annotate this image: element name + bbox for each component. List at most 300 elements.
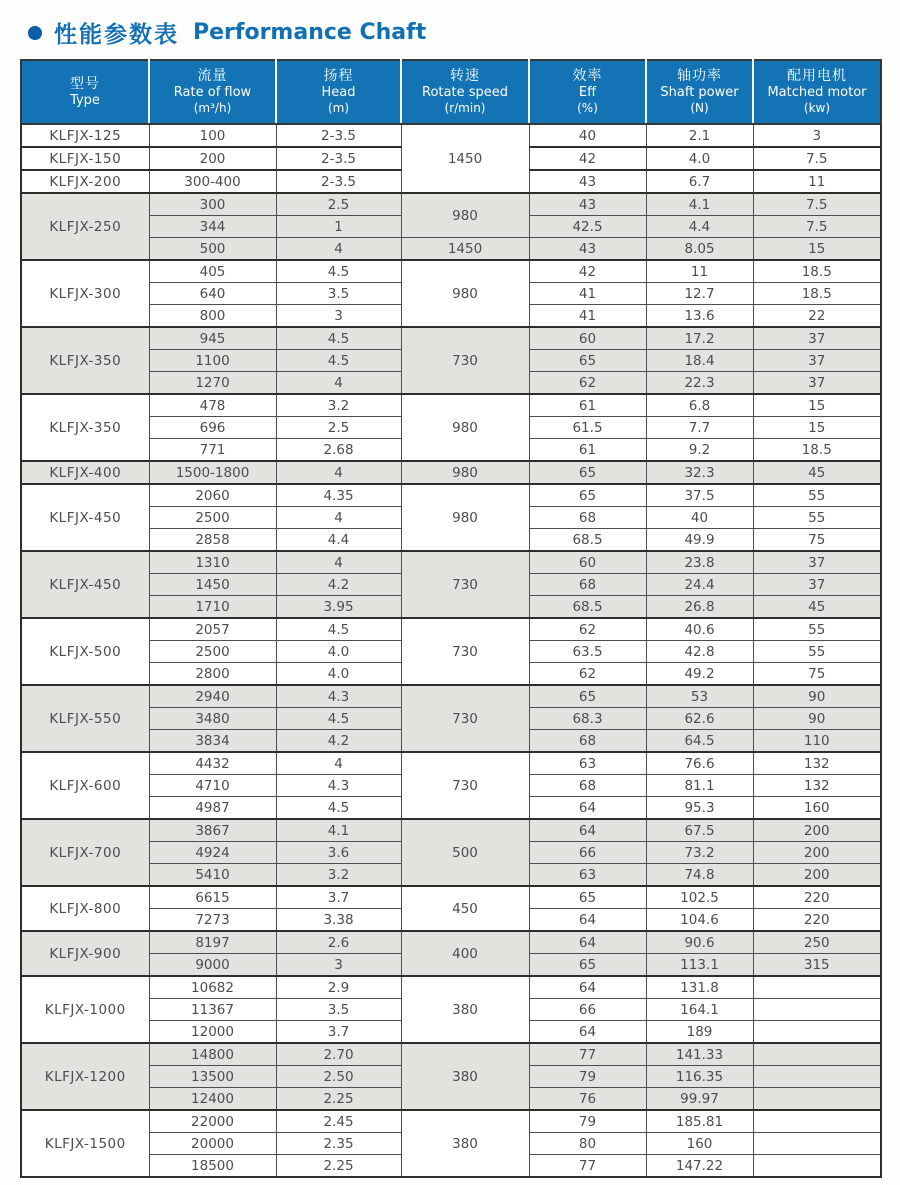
cell-flow: 300: [149, 193, 276, 216]
cell-motor: 90: [753, 708, 881, 730]
cell-head: 2.45: [276, 1110, 401, 1133]
cell-head: 4.35: [276, 484, 401, 507]
cell-flow: 14800: [149, 1043, 276, 1066]
cell-power: 62.6: [646, 708, 753, 730]
cell-flow: 9000: [149, 954, 276, 977]
cell-type: KLFJX-250: [21, 193, 149, 260]
cell-eff: 63: [529, 752, 646, 775]
cell-eff: 65: [529, 886, 646, 909]
cell-head: 4.5: [276, 260, 401, 283]
cell-flow: 800: [149, 305, 276, 328]
cell-power: 42.8: [646, 641, 753, 663]
cell-head: 3: [276, 954, 401, 977]
cell-power: 81.1: [646, 775, 753, 797]
table-row: [21, 931, 881, 954]
cell-power: 90.6: [646, 931, 753, 954]
cell-eff: 42.5: [529, 216, 646, 238]
cell-speed: 730: [401, 551, 529, 618]
cell-eff: 61: [529, 394, 646, 417]
cell-eff: 65: [529, 685, 646, 708]
cell-eff: 65: [529, 484, 646, 507]
cell-flow: 405: [149, 260, 276, 283]
cell-eff: 41: [529, 305, 646, 328]
cell-power: 7.7: [646, 417, 753, 439]
cell-head: 3.6: [276, 842, 401, 864]
cell-speed: 380: [401, 1110, 529, 1177]
cell-eff: 43: [529, 170, 646, 193]
cell-power: 74.8: [646, 864, 753, 887]
cell-eff: 43: [529, 238, 646, 261]
column-header-2: 扬程 Head (m): [276, 60, 401, 124]
cell-eff: 64: [529, 797, 646, 820]
cell-flow: 20000: [149, 1133, 276, 1155]
table-row: [21, 238, 881, 261]
cell-motor: 75: [753, 663, 881, 686]
cell-motor: 37: [753, 350, 881, 372]
cell-speed: 730: [401, 618, 529, 685]
cell-type: KLFJX-1000: [21, 976, 149, 1043]
table-row: [21, 1043, 881, 1066]
cell-head: 2.35: [276, 1133, 401, 1155]
cell-type: KLFJX-450: [21, 551, 149, 618]
cell-head: 2.25: [276, 1088, 401, 1111]
cell-head: 2.5: [276, 193, 401, 216]
cell-eff: 80: [529, 1133, 646, 1155]
cell-flow: 2057: [149, 618, 276, 641]
cell-type: KLFJX-350: [21, 394, 149, 461]
cell-motor: [753, 1133, 881, 1155]
cell-head: 4.5: [276, 797, 401, 820]
cell-flow: 2500: [149, 507, 276, 529]
cell-motor: 200: [753, 864, 881, 887]
cell-motor: 55: [753, 618, 881, 641]
cell-power: 4.1: [646, 193, 753, 216]
cell-head: 4.1: [276, 819, 401, 842]
cell-eff: 42: [529, 260, 646, 283]
cell-head: 2.68: [276, 439, 401, 462]
cell-power: 37.5: [646, 484, 753, 507]
cell-head: 4: [276, 238, 401, 261]
cell-motor: 37: [753, 372, 881, 395]
cell-head: 2.5: [276, 417, 401, 439]
cell-speed: 980: [401, 260, 529, 327]
cell-motor: 22: [753, 305, 881, 328]
cell-flow: 22000: [149, 1110, 276, 1133]
cell-eff: 68: [529, 775, 646, 797]
cell-head: 4.2: [276, 730, 401, 753]
table-row: [21, 124, 881, 147]
cell-power: 12.7: [646, 283, 753, 305]
cell-power: 76.6: [646, 752, 753, 775]
cell-flow: 5410: [149, 864, 276, 887]
column-header-6: 配用电机 Matched motor (kw): [753, 60, 881, 124]
cell-motor: 55: [753, 484, 881, 507]
cell-motor: [753, 1110, 881, 1133]
cell-motor: 55: [753, 507, 881, 529]
cell-head: 2-3.5: [276, 147, 401, 170]
cell-motor: [753, 999, 881, 1021]
cell-power: 160: [646, 1133, 753, 1155]
cell-power: 4.0: [646, 147, 753, 170]
cell-speed: 730: [401, 685, 529, 752]
cell-head: 2.50: [276, 1066, 401, 1088]
cell-head: 4.3: [276, 775, 401, 797]
cell-eff: 76: [529, 1088, 646, 1111]
cell-type: KLFJX-150: [21, 147, 149, 170]
table-body: [21, 124, 881, 1177]
cell-head: 3.38: [276, 909, 401, 932]
table-row: [21, 819, 881, 842]
cell-power: 99.97: [646, 1088, 753, 1111]
cell-motor: [753, 1021, 881, 1044]
cell-eff: 79: [529, 1066, 646, 1088]
cell-power: 40: [646, 507, 753, 529]
cell-power: 23.8: [646, 551, 753, 574]
table-row: [21, 618, 881, 641]
cell-motor: [753, 1088, 881, 1111]
cell-flow: 696: [149, 417, 276, 439]
cell-power: 22.3: [646, 372, 753, 395]
cell-power: 147.22: [646, 1155, 753, 1178]
cell-eff: 68.5: [529, 529, 646, 552]
cell-eff: 64: [529, 976, 646, 999]
cell-eff: 63: [529, 864, 646, 887]
cell-motor: 37: [753, 551, 881, 574]
cell-power: 131.8: [646, 976, 753, 999]
cell-eff: 68: [529, 507, 646, 529]
cell-head: 1: [276, 216, 401, 238]
cell-eff: 68.5: [529, 596, 646, 619]
cell-head: 3.95: [276, 596, 401, 619]
header-row: [21, 60, 881, 124]
cell-head: 3.2: [276, 864, 401, 887]
table-row: [21, 551, 881, 574]
cell-speed: 450: [401, 886, 529, 931]
cell-motor: 110: [753, 730, 881, 753]
cell-eff: 64: [529, 931, 646, 954]
cell-eff: 60: [529, 551, 646, 574]
cell-motor: [753, 976, 881, 999]
page-title: [0, 0, 900, 59]
cell-type: KLFJX-800: [21, 886, 149, 931]
table-row: [21, 394, 881, 417]
cell-eff: 65: [529, 461, 646, 484]
cell-eff: 43: [529, 193, 646, 216]
cell-motor: 315: [753, 954, 881, 977]
cell-head: 4.0: [276, 641, 401, 663]
cell-flow: 1310: [149, 551, 276, 574]
cell-motor: 220: [753, 909, 881, 932]
cell-power: 32.3: [646, 461, 753, 484]
table-row: [21, 484, 881, 507]
cell-motor: 45: [753, 461, 881, 484]
cell-motor: 18.5: [753, 283, 881, 305]
cell-flow: 3480: [149, 708, 276, 730]
cell-type: KLFJX-1500: [21, 1110, 149, 1177]
cell-type: KLFJX-300: [21, 260, 149, 327]
cell-flow: 2940: [149, 685, 276, 708]
table-row: [21, 461, 881, 484]
cell-eff: 79: [529, 1110, 646, 1133]
cell-speed: 980: [401, 394, 529, 461]
cell-power: 185.81: [646, 1110, 753, 1133]
cell-type: KLFJX-350: [21, 327, 149, 394]
table-row: [21, 685, 881, 708]
cell-eff: 64: [529, 909, 646, 932]
cell-head: 4: [276, 551, 401, 574]
cell-type: KLFJX-600: [21, 752, 149, 819]
cell-flow: 1100: [149, 350, 276, 372]
cell-flow: 300-400: [149, 170, 276, 193]
cell-flow: 11367: [149, 999, 276, 1021]
cell-head: 4.5: [276, 618, 401, 641]
cell-flow: 478: [149, 394, 276, 417]
cell-head: 4: [276, 372, 401, 395]
cell-motor: 18.5: [753, 439, 881, 462]
cell-power: 11: [646, 260, 753, 283]
cell-speed: 380: [401, 976, 529, 1043]
cell-power: 53: [646, 685, 753, 708]
cell-eff: 77: [529, 1043, 646, 1066]
cell-head: 3.7: [276, 886, 401, 909]
cell-motor: 160: [753, 797, 881, 820]
performance-table: [20, 59, 882, 1178]
cell-flow: 3867: [149, 819, 276, 842]
cell-flow: 4924: [149, 842, 276, 864]
cell-eff: 62: [529, 663, 646, 686]
cell-power: 67.5: [646, 819, 753, 842]
cell-flow: 2800: [149, 663, 276, 686]
cell-power: 2.1: [646, 124, 753, 147]
cell-flow: 1270: [149, 372, 276, 395]
cell-eff: 41: [529, 283, 646, 305]
cell-head: 4.3: [276, 685, 401, 708]
cell-power: 49.9: [646, 529, 753, 552]
cell-power: 18.4: [646, 350, 753, 372]
cell-power: 26.8: [646, 596, 753, 619]
cell-flow: 500: [149, 238, 276, 261]
cell-power: 24.4: [646, 574, 753, 596]
cell-motor: 7.5: [753, 147, 881, 170]
cell-head: 4: [276, 461, 401, 484]
cell-power: 9.2: [646, 439, 753, 462]
cell-motor: [753, 1066, 881, 1088]
cell-power: 102.5: [646, 886, 753, 909]
cell-eff: 62: [529, 618, 646, 641]
cell-power: 95.3: [646, 797, 753, 820]
cell-motor: 200: [753, 842, 881, 864]
cell-flow: 945: [149, 327, 276, 350]
cell-flow: 4987: [149, 797, 276, 820]
cell-head: 2.9: [276, 976, 401, 999]
cell-speed: 1450: [401, 238, 529, 261]
cell-speed: 980: [401, 484, 529, 551]
cell-power: 49.2: [646, 663, 753, 686]
cell-power: 164.1: [646, 999, 753, 1021]
cell-motor: 3: [753, 124, 881, 147]
cell-motor: 11: [753, 170, 881, 193]
column-header-1: 流量 Rate of flow (m³/h): [149, 60, 276, 124]
cell-speed: 1450: [401, 124, 529, 193]
cell-power: 8.05: [646, 238, 753, 261]
cell-speed: 380: [401, 1043, 529, 1110]
cell-motor: 132: [753, 775, 881, 797]
cell-flow: 18500: [149, 1155, 276, 1178]
cell-power: 104.6: [646, 909, 753, 932]
cell-flow: 10682: [149, 976, 276, 999]
page-title-en: Performance Chaft: [193, 20, 427, 45]
cell-head: 3.7: [276, 1021, 401, 1044]
cell-power: 141.33: [646, 1043, 753, 1066]
cell-flow: 4710: [149, 775, 276, 797]
cell-head: 3.2: [276, 394, 401, 417]
cell-type: KLFJX-400: [21, 461, 149, 484]
cell-speed: 980: [401, 461, 529, 484]
cell-flow: 12400: [149, 1088, 276, 1111]
cell-eff: 68.3: [529, 708, 646, 730]
cell-flow: 1500-1800: [149, 461, 276, 484]
cell-power: 189: [646, 1021, 753, 1044]
column-header-4: 效率 Eff (%): [529, 60, 646, 124]
cell-head: 2.6: [276, 931, 401, 954]
cell-head: 4.2: [276, 574, 401, 596]
cell-motor: 200: [753, 819, 881, 842]
cell-eff: 77: [529, 1155, 646, 1178]
cell-type: KLFJX-900: [21, 931, 149, 976]
cell-head: 4.5: [276, 708, 401, 730]
table-row: [21, 260, 881, 283]
cell-type: KLFJX-450: [21, 484, 149, 551]
cell-eff: 64: [529, 819, 646, 842]
cell-flow: 13500: [149, 1066, 276, 1088]
cell-eff: 65: [529, 350, 646, 372]
column-header-0: 型号 Type: [21, 60, 149, 124]
cell-flow: 640: [149, 283, 276, 305]
cell-motor: 132: [753, 752, 881, 775]
cell-type: KLFJX-125: [21, 124, 149, 147]
table-row: [21, 752, 881, 775]
cell-flow: 1450: [149, 574, 276, 596]
table-row: [21, 327, 881, 350]
cell-eff: 60: [529, 327, 646, 350]
cell-motor: 15: [753, 394, 881, 417]
cell-eff: 68: [529, 574, 646, 596]
cell-speed: 400: [401, 931, 529, 976]
cell-flow: 4432: [149, 752, 276, 775]
cell-head: 2-3.5: [276, 170, 401, 193]
cell-flow: 6615: [149, 886, 276, 909]
cell-speed: 730: [401, 327, 529, 394]
cell-head: 4: [276, 752, 401, 775]
cell-motor: 220: [753, 886, 881, 909]
cell-motor: 37: [753, 574, 881, 596]
cell-type: KLFJX-700: [21, 819, 149, 886]
cell-eff: 42: [529, 147, 646, 170]
cell-motor: 18.5: [753, 260, 881, 283]
cell-motor: 15: [753, 417, 881, 439]
cell-speed: 730: [401, 752, 529, 819]
cell-motor: 55: [753, 641, 881, 663]
cell-eff: 40: [529, 124, 646, 147]
cell-eff: 61.5: [529, 417, 646, 439]
table-row: [21, 1110, 881, 1133]
cell-eff: 65: [529, 954, 646, 977]
cell-power: 13.6: [646, 305, 753, 328]
cell-motor: 7.5: [753, 193, 881, 216]
cell-head: 3.5: [276, 283, 401, 305]
cell-head: 3: [276, 305, 401, 328]
cell-eff: 66: [529, 999, 646, 1021]
cell-type: KLFJX-500: [21, 618, 149, 685]
cell-head: 2.70: [276, 1043, 401, 1066]
cell-flow: 100: [149, 124, 276, 147]
cell-motor: 7.5: [753, 216, 881, 238]
cell-flow: 2060: [149, 484, 276, 507]
cell-motor: [753, 1043, 881, 1066]
table-row: [21, 976, 881, 999]
cell-power: 113.1: [646, 954, 753, 977]
cell-type: KLFJX-1200: [21, 1043, 149, 1110]
cell-flow: 200: [149, 147, 276, 170]
bullet-icon: [28, 26, 42, 40]
cell-head: 3.5: [276, 999, 401, 1021]
cell-power: 64.5: [646, 730, 753, 753]
table-row: [21, 886, 881, 909]
cell-eff: 66: [529, 842, 646, 864]
cell-flow: 12000: [149, 1021, 276, 1044]
cell-motor: 75: [753, 529, 881, 552]
cell-flow: 8197: [149, 931, 276, 954]
cell-flow: 7273: [149, 909, 276, 932]
cell-head: 2.25: [276, 1155, 401, 1178]
cell-flow: 2500: [149, 641, 276, 663]
cell-motor: 250: [753, 931, 881, 954]
cell-motor: 90: [753, 685, 881, 708]
cell-power: 4.4: [646, 216, 753, 238]
cell-eff: 68: [529, 730, 646, 753]
cell-flow: 344: [149, 216, 276, 238]
cell-head: 2-3.5: [276, 124, 401, 147]
cell-head: 4.5: [276, 350, 401, 372]
table-header: [21, 60, 881, 124]
cell-type: KLFJX-550: [21, 685, 149, 752]
cell-eff: 61: [529, 439, 646, 462]
cell-motor: 37: [753, 327, 881, 350]
cell-flow: 1710: [149, 596, 276, 619]
cell-speed: 980: [401, 193, 529, 238]
cell-head: 4.0: [276, 663, 401, 686]
cell-type: KLFJX-200: [21, 170, 149, 193]
cell-eff: 62: [529, 372, 646, 395]
cell-power: 17.2: [646, 327, 753, 350]
cell-head: 4.4: [276, 529, 401, 552]
cell-eff: 63.5: [529, 641, 646, 663]
cell-flow: 771: [149, 439, 276, 462]
cell-power: 116.35: [646, 1066, 753, 1088]
cell-motor: 15: [753, 238, 881, 261]
cell-power: 40.6: [646, 618, 753, 641]
cell-flow: 3834: [149, 730, 276, 753]
cell-motor: [753, 1155, 881, 1178]
cell-eff: 64: [529, 1021, 646, 1044]
cell-motor: 45: [753, 596, 881, 619]
cell-head: 4: [276, 507, 401, 529]
cell-power: 6.8: [646, 394, 753, 417]
cell-head: 4.5: [276, 327, 401, 350]
column-header-5: 轴功率 Shaft power (N): [646, 60, 753, 124]
page-title-zh: 性能参数表: [54, 22, 179, 48]
cell-speed: 500: [401, 819, 529, 886]
